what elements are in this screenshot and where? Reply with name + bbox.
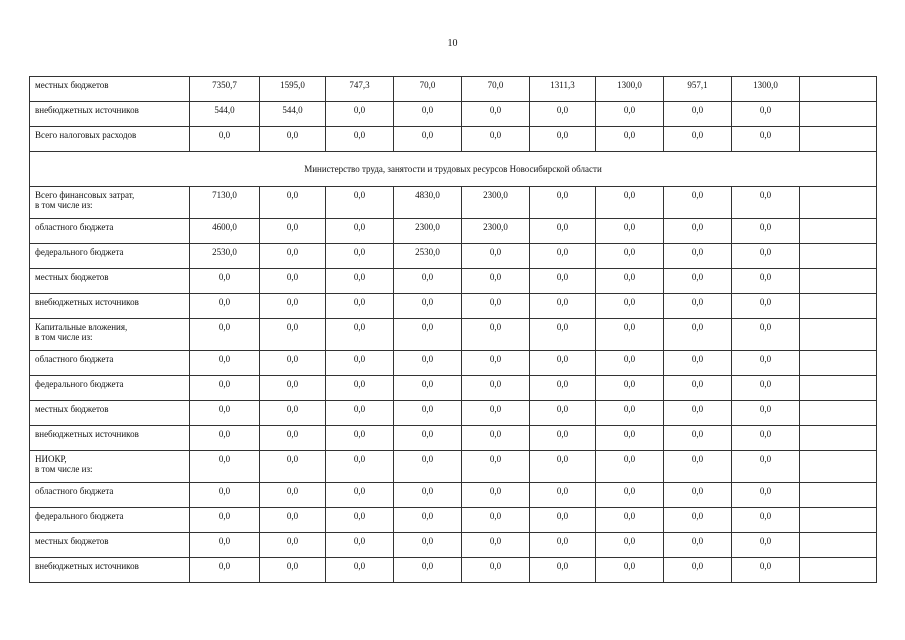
- value-cell: 0,0: [596, 294, 664, 319]
- row-label: НИОКР, в том числе из:: [30, 451, 190, 483]
- value-cell: 0,0: [732, 351, 800, 376]
- row-label: внебюджетных источников: [30, 102, 190, 127]
- value-cell: 0,0: [530, 102, 596, 127]
- row-label: федерального бюджета: [30, 508, 190, 533]
- value-cell: 0,0: [462, 376, 530, 401]
- empty-cell: [800, 127, 877, 152]
- value-cell: 0,0: [530, 376, 596, 401]
- value-cell: 0,0: [530, 294, 596, 319]
- value-cell: 0,0: [190, 451, 260, 483]
- value-cell: 0,0: [596, 508, 664, 533]
- table-row: [30, 269, 877, 294]
- value-cell: 0,0: [596, 351, 664, 376]
- value-cell: 0,0: [664, 558, 732, 583]
- budget-table: [29, 76, 877, 583]
- value-cell: 0,0: [530, 269, 596, 294]
- value-cell: 0,0: [326, 294, 394, 319]
- value-cell: 0,0: [596, 319, 664, 351]
- value-cell: 0,0: [190, 351, 260, 376]
- value-cell: 0,0: [260, 533, 326, 558]
- value-cell: 0,0: [664, 294, 732, 319]
- value-cell: 0,0: [394, 102, 462, 127]
- table-row: [30, 319, 877, 351]
- row-label: внебюджетных источников: [30, 426, 190, 451]
- value-cell: 0,0: [260, 294, 326, 319]
- value-cell: 0,0: [664, 102, 732, 127]
- value-cell: 0,0: [530, 508, 596, 533]
- empty-cell: [800, 77, 877, 102]
- value-cell: 0,0: [190, 127, 260, 152]
- value-cell: 0,0: [190, 483, 260, 508]
- value-cell: 0,0: [664, 483, 732, 508]
- table-row: [30, 451, 877, 483]
- value-cell: 0,0: [326, 219, 394, 244]
- value-cell: 0,0: [596, 483, 664, 508]
- value-cell: 70,0: [462, 77, 530, 102]
- value-cell: 0,0: [664, 533, 732, 558]
- table-row: [30, 558, 877, 583]
- value-cell: 0,0: [732, 558, 800, 583]
- section-title: Министерство труда, занятости и трудовых ресурсов Новосибирской области: [30, 152, 877, 187]
- value-cell: 1311,3: [530, 77, 596, 102]
- value-cell: 0,0: [462, 426, 530, 451]
- value-cell: 2300,0: [394, 219, 462, 244]
- value-cell: 0,0: [530, 451, 596, 483]
- value-cell: 0,0: [664, 219, 732, 244]
- value-cell: 0,0: [462, 508, 530, 533]
- empty-cell: [800, 426, 877, 451]
- value-cell: 0,0: [326, 483, 394, 508]
- value-cell: 0,0: [260, 244, 326, 269]
- empty-cell: [800, 187, 877, 219]
- value-cell: 0,0: [260, 376, 326, 401]
- value-cell: 0,0: [260, 483, 326, 508]
- table-row: [30, 483, 877, 508]
- value-cell: 0,0: [394, 376, 462, 401]
- value-cell: 0,0: [596, 426, 664, 451]
- value-cell: 0,0: [260, 351, 326, 376]
- row-label: областного бюджета: [30, 351, 190, 376]
- empty-cell: [800, 351, 877, 376]
- value-cell: 0,0: [394, 319, 462, 351]
- value-cell: 0,0: [530, 351, 596, 376]
- value-cell: 0,0: [260, 269, 326, 294]
- value-cell: 0,0: [530, 187, 596, 219]
- page-number: 10: [447, 38, 458, 49]
- empty-cell: [800, 244, 877, 269]
- value-cell: 0,0: [462, 533, 530, 558]
- value-cell: 0,0: [326, 508, 394, 533]
- value-cell: 0,0: [462, 244, 530, 269]
- row-label: внебюджетных источников: [30, 294, 190, 319]
- value-cell: 2530,0: [394, 244, 462, 269]
- value-cell: 0,0: [326, 451, 394, 483]
- value-cell: 0,0: [596, 269, 664, 294]
- value-cell: 0,0: [260, 127, 326, 152]
- value-cell: 0,0: [394, 558, 462, 583]
- value-cell: 0,0: [190, 401, 260, 426]
- table-row: [30, 533, 877, 558]
- value-cell: 0,0: [530, 483, 596, 508]
- value-cell: 0,0: [394, 269, 462, 294]
- table-row: [30, 187, 877, 219]
- value-cell: 0,0: [664, 376, 732, 401]
- value-cell: 0,0: [462, 319, 530, 351]
- row-label: федерального бюджета: [30, 376, 190, 401]
- value-cell: 0,0: [530, 426, 596, 451]
- value-cell: 0,0: [326, 351, 394, 376]
- value-cell: 0,0: [596, 376, 664, 401]
- table-row: [30, 351, 877, 376]
- value-cell: 0,0: [462, 451, 530, 483]
- value-cell: 0,0: [664, 319, 732, 351]
- section-row: [30, 152, 877, 187]
- empty-cell: [800, 319, 877, 351]
- value-cell: 0,0: [326, 401, 394, 426]
- value-cell: 0,0: [732, 483, 800, 508]
- value-cell: 0,0: [394, 508, 462, 533]
- table-row: [30, 244, 877, 269]
- empty-cell: [800, 294, 877, 319]
- table-row: [30, 401, 877, 426]
- value-cell: 0,0: [596, 558, 664, 583]
- value-cell: 0,0: [596, 102, 664, 127]
- value-cell: 0,0: [260, 187, 326, 219]
- value-cell: 0,0: [190, 426, 260, 451]
- empty-cell: [800, 508, 877, 533]
- value-cell: 0,0: [732, 508, 800, 533]
- value-cell: 2300,0: [462, 219, 530, 244]
- value-cell: 0,0: [326, 269, 394, 294]
- value-cell: 0,0: [462, 351, 530, 376]
- row-label: Капитальные вложения, в том числе из:: [30, 319, 190, 351]
- empty-cell: [800, 558, 877, 583]
- value-cell: 0,0: [394, 483, 462, 508]
- value-cell: 0,0: [530, 219, 596, 244]
- value-cell: 0,0: [326, 558, 394, 583]
- value-cell: 0,0: [530, 401, 596, 426]
- value-cell: 7350,7: [190, 77, 260, 102]
- value-cell: 0,0: [190, 533, 260, 558]
- empty-cell: [800, 269, 877, 294]
- row-label: местных бюджетов: [30, 269, 190, 294]
- value-cell: 0,0: [664, 187, 732, 219]
- row-label: местных бюджетов: [30, 77, 190, 102]
- value-cell: 0,0: [664, 426, 732, 451]
- table-row: [30, 376, 877, 401]
- row-label: внебюджетных источников: [30, 558, 190, 583]
- value-cell: 0,0: [596, 244, 664, 269]
- empty-cell: [800, 376, 877, 401]
- row-label: местных бюджетов: [30, 533, 190, 558]
- value-cell: 0,0: [260, 319, 326, 351]
- value-cell: 1300,0: [596, 77, 664, 102]
- value-cell: 0,0: [530, 127, 596, 152]
- row-label: областного бюджета: [30, 219, 190, 244]
- value-cell: 2300,0: [462, 187, 530, 219]
- table-row: [30, 508, 877, 533]
- value-cell: 0,0: [260, 401, 326, 426]
- value-cell: 0,0: [462, 127, 530, 152]
- value-cell: 2530,0: [190, 244, 260, 269]
- value-cell: 747,3: [326, 77, 394, 102]
- value-cell: 0,0: [732, 426, 800, 451]
- value-cell: 0,0: [732, 401, 800, 426]
- table-row: [30, 127, 877, 152]
- row-label: Всего финансовых затрат, в том числе из:: [30, 187, 190, 219]
- value-cell: 0,0: [732, 294, 800, 319]
- value-cell: 0,0: [732, 533, 800, 558]
- budget-table-body: [30, 77, 877, 583]
- value-cell: 0,0: [326, 376, 394, 401]
- value-cell: 0,0: [190, 269, 260, 294]
- value-cell: 7130,0: [190, 187, 260, 219]
- value-cell: 0,0: [462, 294, 530, 319]
- value-cell: 0,0: [596, 533, 664, 558]
- row-label: Всего налоговых расходов: [30, 127, 190, 152]
- value-cell: 0,0: [664, 451, 732, 483]
- table-row: [30, 294, 877, 319]
- value-cell: 0,0: [462, 558, 530, 583]
- value-cell: 0,0: [596, 401, 664, 426]
- value-cell: 0,0: [732, 451, 800, 483]
- table-row: [30, 426, 877, 451]
- value-cell: 0,0: [394, 451, 462, 483]
- value-cell: 544,0: [260, 102, 326, 127]
- value-cell: 4830,0: [394, 187, 462, 219]
- row-label: федерального бюджета: [30, 244, 190, 269]
- value-cell: 0,0: [732, 244, 800, 269]
- value-cell: 957,1: [664, 77, 732, 102]
- value-cell: 1595,0: [260, 77, 326, 102]
- value-cell: 0,0: [394, 533, 462, 558]
- value-cell: 0,0: [664, 351, 732, 376]
- value-cell: 0,0: [664, 508, 732, 533]
- value-cell: 0,0: [394, 401, 462, 426]
- value-cell: 70,0: [394, 77, 462, 102]
- value-cell: 0,0: [530, 244, 596, 269]
- value-cell: 0,0: [394, 426, 462, 451]
- value-cell: 0,0: [664, 401, 732, 426]
- table-row: [30, 219, 877, 244]
- value-cell: 1300,0: [732, 77, 800, 102]
- value-cell: 0,0: [732, 127, 800, 152]
- value-cell: 0,0: [462, 102, 530, 127]
- value-cell: 0,0: [260, 426, 326, 451]
- value-cell: 0,0: [732, 319, 800, 351]
- empty-cell: [800, 219, 877, 244]
- value-cell: 0,0: [326, 533, 394, 558]
- value-cell: 0,0: [530, 558, 596, 583]
- value-cell: 544,0: [190, 102, 260, 127]
- value-cell: 0,0: [596, 127, 664, 152]
- value-cell: 0,0: [190, 558, 260, 583]
- table-row: [30, 102, 877, 127]
- value-cell: 0,0: [530, 319, 596, 351]
- value-cell: 0,0: [664, 127, 732, 152]
- value-cell: 0,0: [664, 269, 732, 294]
- value-cell: 4600,0: [190, 219, 260, 244]
- value-cell: 0,0: [732, 269, 800, 294]
- value-cell: 0,0: [530, 533, 596, 558]
- value-cell: 0,0: [260, 508, 326, 533]
- value-cell: 0,0: [462, 401, 530, 426]
- value-cell: 0,0: [664, 244, 732, 269]
- value-cell: 0,0: [260, 558, 326, 583]
- value-cell: 0,0: [190, 294, 260, 319]
- value-cell: 0,0: [394, 351, 462, 376]
- value-cell: 0,0: [326, 244, 394, 269]
- value-cell: 0,0: [394, 127, 462, 152]
- value-cell: 0,0: [326, 187, 394, 219]
- value-cell: 0,0: [190, 319, 260, 351]
- row-label: местных бюджетов: [30, 401, 190, 426]
- empty-cell: [800, 451, 877, 483]
- value-cell: 0,0: [190, 508, 260, 533]
- empty-cell: [800, 401, 877, 426]
- value-cell: 0,0: [732, 219, 800, 244]
- value-cell: 0,0: [326, 426, 394, 451]
- value-cell: 0,0: [326, 319, 394, 351]
- table-row: [30, 77, 877, 102]
- value-cell: 0,0: [260, 219, 326, 244]
- value-cell: 0,0: [732, 102, 800, 127]
- value-cell: 0,0: [596, 219, 664, 244]
- value-cell: 0,0: [326, 102, 394, 127]
- value-cell: 0,0: [596, 187, 664, 219]
- empty-cell: [800, 102, 877, 127]
- value-cell: 0,0: [190, 376, 260, 401]
- value-cell: 0,0: [462, 483, 530, 508]
- value-cell: 0,0: [462, 269, 530, 294]
- empty-cell: [800, 483, 877, 508]
- value-cell: 0,0: [326, 127, 394, 152]
- row-label: областного бюджета: [30, 483, 190, 508]
- value-cell: 0,0: [732, 376, 800, 401]
- value-cell: 0,0: [732, 187, 800, 219]
- value-cell: 0,0: [394, 294, 462, 319]
- value-cell: 0,0: [260, 451, 326, 483]
- empty-cell: [800, 533, 877, 558]
- value-cell: 0,0: [596, 451, 664, 483]
